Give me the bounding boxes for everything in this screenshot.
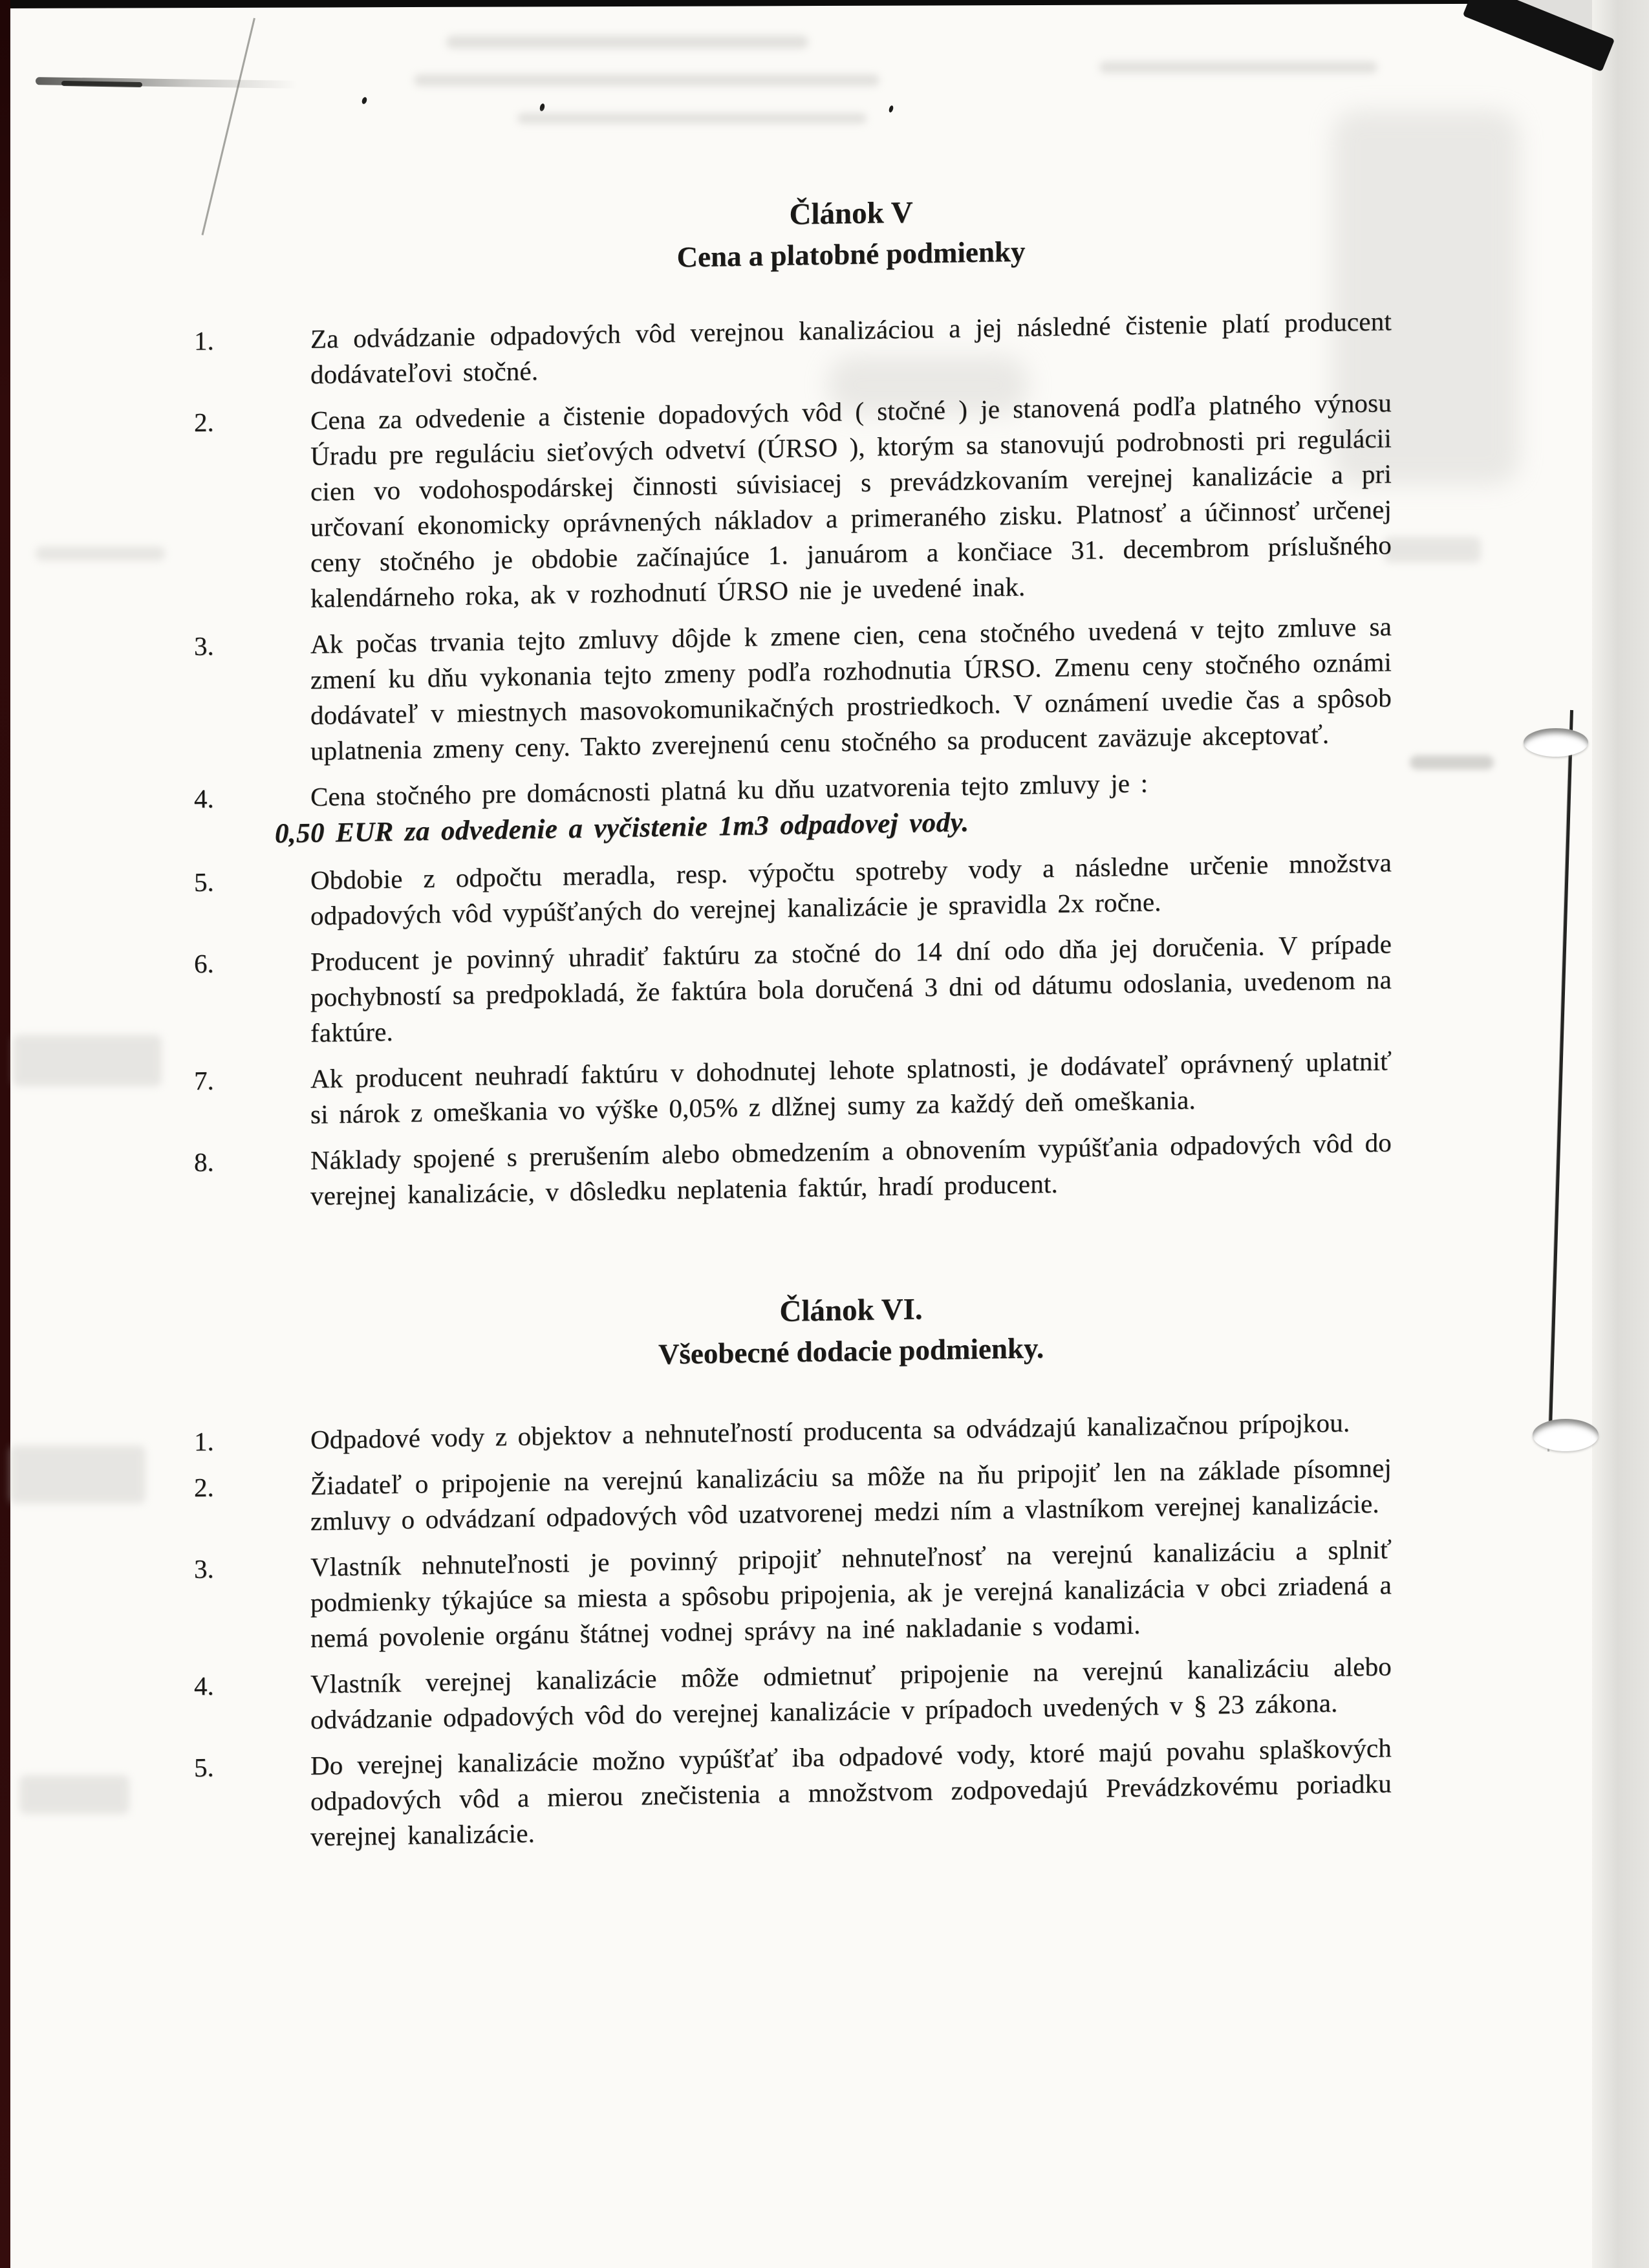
article-v-heading (310, 186, 1392, 281)
item-text: Odpadové vody z objektov a nehnuteľností producenta sa odvádzajú kanalizačnou prípojkou. (310, 1407, 1350, 1455)
item-text: Ak producent neuhradí faktúru v dohodnutej lehote splatnosti, je dodávateľ oprávnený uplatniť si nárok z omeškania vo výške 0,05% z dlžnej sumy za každý deň omeškania. (310, 1046, 1392, 1130)
item-number: 5. (194, 867, 214, 897)
scan-top-edge (8, 0, 1500, 8)
list-item (194, 761, 1392, 854)
item-text (275, 761, 1392, 852)
item-text: Náklady spojené s prerušením alebo obmedzením a obnovením vypúšťania odpadových vôd do verejnej kanalizácie, v dôsledku neplatenia faktúr, hradí producent. (310, 1127, 1392, 1211)
bleed-through-artifact (36, 546, 165, 561)
smudge-artifact (1410, 755, 1494, 770)
item-number: 6. (194, 948, 214, 978)
bleed-through-artifact (1384, 537, 1481, 563)
ink-speck (539, 103, 546, 111)
list-item (194, 1531, 1392, 1658)
list-item (194, 1404, 1392, 1460)
item-text: Do verejnej kanalizácie možno vypúšťať iba odpadové vody, ktoré majú povahu splaškových odpadových vôd a mierou znečistenia a množstvom zodpovedajú Prevádzkovému poriadku verejnej kanalizácie. (310, 1733, 1392, 1852)
item-number: 8. (194, 1147, 214, 1177)
item-number: 3. (194, 631, 214, 661)
list-item (194, 926, 1392, 1053)
list-item (194, 385, 1392, 618)
crease-line-artifact (202, 18, 255, 235)
list-item (194, 609, 1392, 771)
article-v-items (194, 303, 1392, 1216)
list-item (194, 1648, 1392, 1740)
price-highlight: 0,50 EUR za odvedenie a vyčistenie 1m3 odpadovej vody. (275, 807, 969, 849)
article-v-title: Článok V (789, 195, 913, 232)
ink-speck (888, 105, 894, 113)
item-text: Ak počas trvania tejto zmluvy dôjde k zmene cien, cena stočného uvedená v tejto zmluve sa zmení ku dňu vykonania tejto zmeny podľa rozhodnutia ÚRSO. Zmenu ceny stočného oznámi dodávateľ v miestnych masovokomunikačných prostriedkoch. V oznámení uvedie čas a spôsob uplatnenia zmeny ceny. Takto zverejnenú cenu stočného sa producent zaväzuje akceptovať. (310, 611, 1392, 766)
item-text: Producent je povinný uhradiť faktúru za stočné do 14 dní odo dňa jej doručenia. V prípade pochybností sa predpokladá, že faktúra bola doručená 3 dni od dátumu odoslania, uvedenom na faktúre. (310, 929, 1392, 1048)
bleed-through-artifact (446, 36, 808, 49)
item-number: 2. (194, 1472, 214, 1502)
bleed-through-artifact (1099, 61, 1377, 73)
item-number: 5. (194, 1752, 214, 1782)
item-number: 3. (194, 1553, 214, 1584)
article-vi-title: Článok VI. (779, 1292, 923, 1328)
ink-speck (361, 96, 367, 105)
item-text: Žiadateľ o pripojenie na verejnú kanalizáciu sa môže na ňu pripojiť len na základe písomnej zmluvy o odvádzaní odpadových vôd uzatvorenej medzi ním a vlastníkom verejnej kanalizácie. (310, 1453, 1392, 1537)
article-v-subtitle: Cena a platobné podmienky (676, 235, 1026, 274)
page-right-edge-shadow (1592, 0, 1649, 2268)
item-text: Vlastník nehnuteľnosti je povinný pripojiť nehnuteľnosť na verejnú kanalizáciu a splniť podmienky týkajúce sa miesta a spôsobu pripojenia, ak je verejná kanalizácia v obci zriadená a nemá povolenie orgánu štátnej vodnej správy na iné nakladanie s vodami. (310, 1534, 1392, 1654)
smudge-streak-artifact (61, 81, 142, 87)
item-text-line: Cena stočného pre domácnosti platná ku dňu uzatvorenia tejto zmluvy je : (310, 768, 1148, 812)
article-vi-heading (310, 1282, 1392, 1378)
list-item (194, 1450, 1392, 1541)
item-text: Vlastník verejnej kanalizácie môže odmietnuť pripojenie na verejnú kanalizáciu alebo odvádzanie odpadových vôd do verejnej kanalizácie v prípadoch uvedených v § 23 zákona. (310, 1651, 1392, 1735)
scan-left-edge (0, 0, 10, 2268)
item-number: 1. (194, 1426, 214, 1456)
item-text: Obdobie z odpočtu meradla, resp. výpočtu spotreby vody a následne určenie množstva odpadových vôd vypúšťaných do verejnej kanalizácie je spravidla 2x ročne. (310, 847, 1392, 931)
list-item (194, 1125, 1392, 1216)
list-item (194, 303, 1392, 394)
item-number: 4. (194, 783, 214, 814)
article-vi-subtitle: Všeobecné dodacie podmienky. (658, 1332, 1044, 1371)
item-number: 7. (194, 1065, 214, 1096)
item-text: Cena za odvedenie a čistenie dopadových vôd ( stočné ) je stanovená podľa platného výnosu Úradu pre reguláciu sieťových odvetví (ÚRSO ), ktorým sa stanovujú podrobnosti pri regulácii cien vo vodohospodárskej činnosti súvisiacej s prevádzkovaním verejnej kanalizácie a pri určovaní ekonomicky oprávnených nákladov a primeraného zisku. Platnosť a účinnosť určenej ceny stočného je obdobie začínajúce 1. januárom a končiace 31. decembrom príslušného kalendárneho roka, ak v rozhodnutí ÚRSO nie je uvedené inak. (310, 387, 1392, 614)
bleed-through-artifact (19, 1775, 129, 1814)
item-number: 4. (194, 1670, 214, 1701)
item-number: 2. (194, 407, 214, 437)
item-text: Za odvádzanie odpadových vôd verejnou kanalizáciou a jej následné čistenie platí producent dodávateľovi stočné. (310, 306, 1392, 390)
hole-punch-artifact (1524, 728, 1588, 757)
bleed-through-artifact (10, 1445, 146, 1504)
list-item (194, 1043, 1392, 1134)
bleed-through-artifact (517, 113, 867, 124)
list-item (194, 1730, 1392, 1857)
bleed-through-artifact (13, 1035, 162, 1086)
article-vi-items (194, 1404, 1392, 1857)
bleed-through-artifact (414, 74, 879, 86)
binder-edge-line-artifact (1549, 710, 1573, 1427)
list-item (194, 845, 1392, 936)
scanned-contract-page (194, 186, 1392, 1867)
item-number: 1. (194, 325, 214, 356)
hole-punch-artifact (1533, 1419, 1599, 1451)
